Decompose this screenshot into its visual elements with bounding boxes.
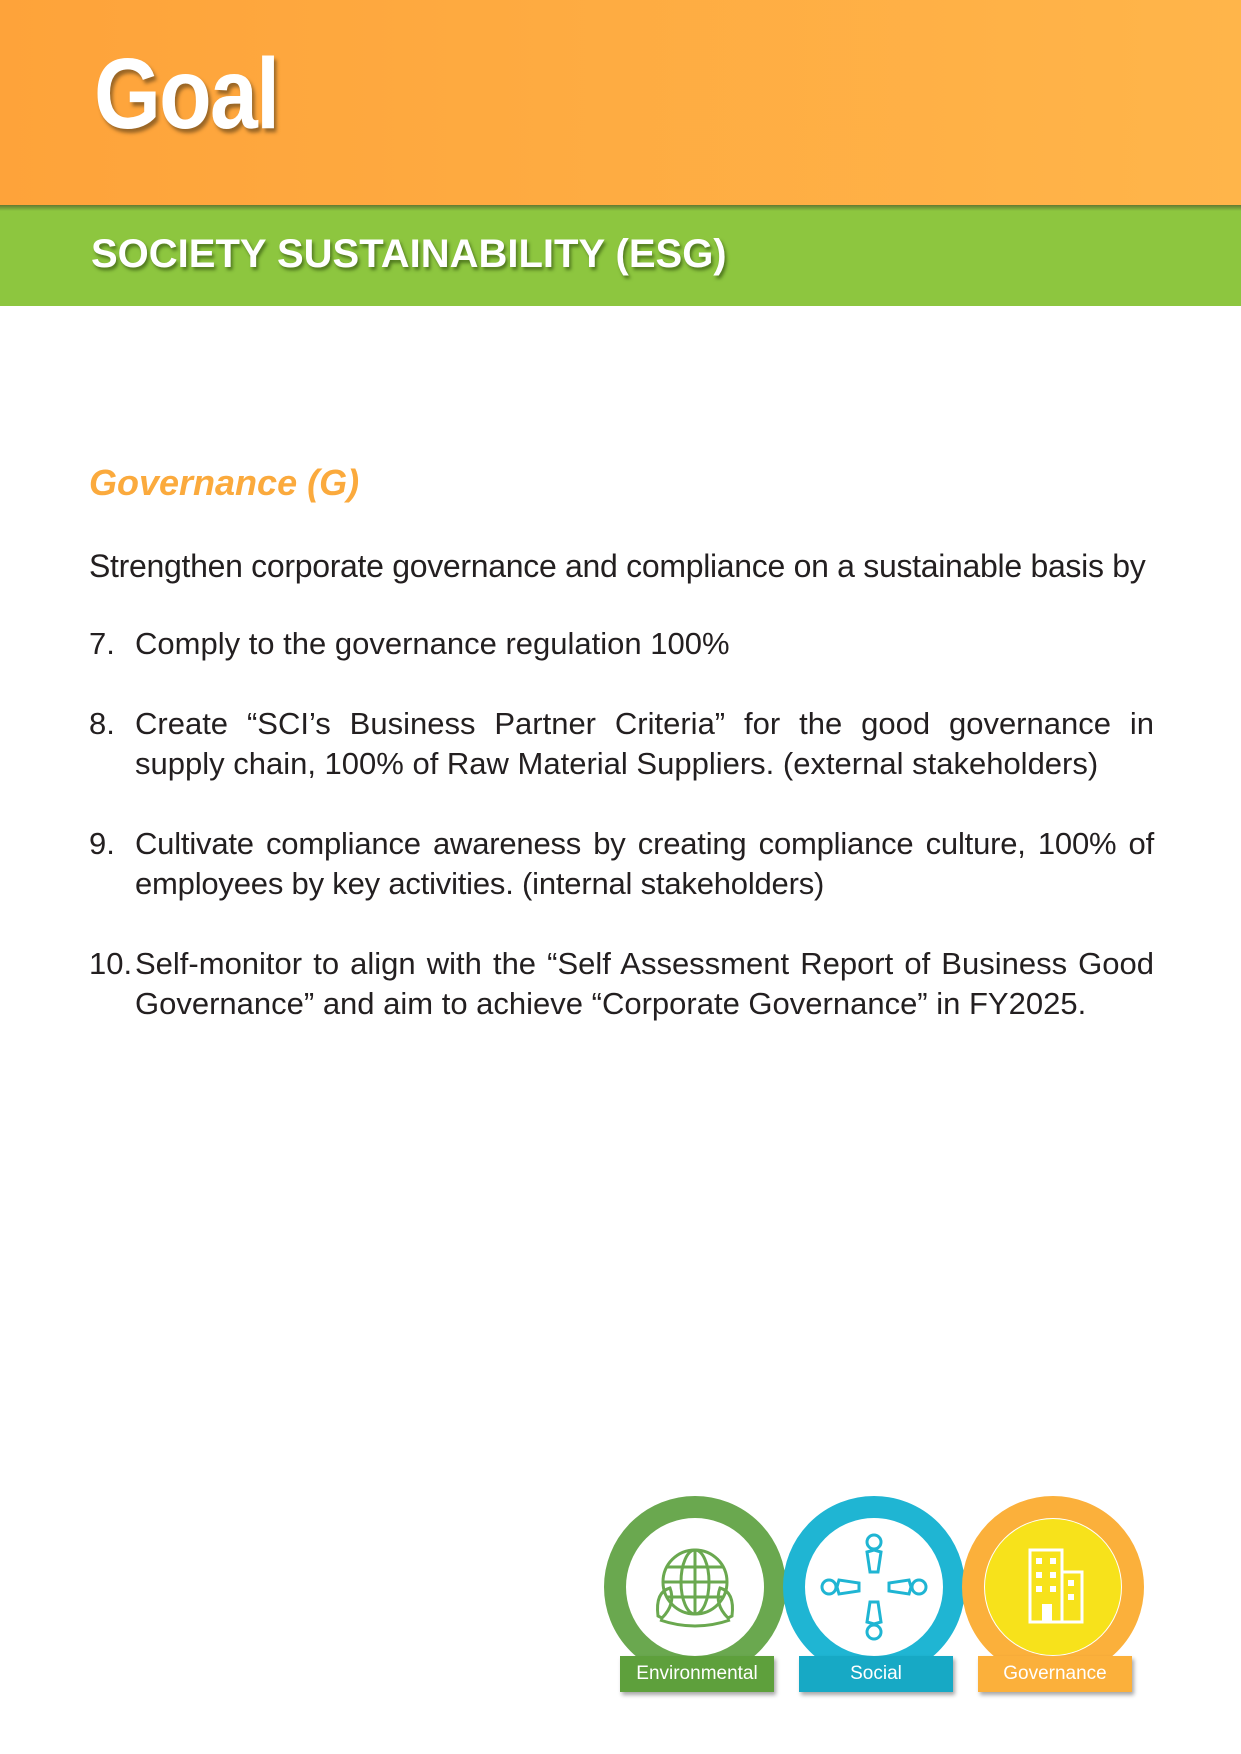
goal-item xyxy=(89,704,1154,784)
goal-number: 8. xyxy=(89,706,115,741)
section-heading: SOCIETY SUSTAINABILITY (ESG) xyxy=(91,232,727,276)
page-title: Goal xyxy=(94,38,279,150)
goal-number: 9. xyxy=(89,826,115,861)
governance-label: Governance xyxy=(978,1656,1132,1692)
environmental-label: Environmental xyxy=(620,1656,774,1692)
environmental-badge xyxy=(600,1492,800,1692)
goal-item xyxy=(89,824,1154,904)
goal-text: Cultivate compliance awareness by creating compliance culture, 100% of employees by key activities. (internal stakeholders) xyxy=(135,826,1154,901)
governance-heading: Governance (G) xyxy=(89,462,360,503)
goal-list xyxy=(89,624,1154,1064)
governance-badge xyxy=(958,1492,1158,1692)
social-badge xyxy=(779,1492,979,1692)
goal-number: 10. xyxy=(89,946,133,981)
intro-paragraph: Strengthen corporate governance and compliance on a sustainable basis by xyxy=(89,548,1146,584)
social-label: Social xyxy=(799,1656,953,1692)
goal-text: Create “SCI’s Business Partner Criteria” for the good governance in supply chain, 100% of Raw Material Suppliers. (external stakeholders) xyxy=(135,706,1154,781)
goal-number: 7. xyxy=(89,626,115,661)
esg-logo-group xyxy=(600,1492,1160,1702)
goal-item xyxy=(89,944,1154,1024)
goal-text: Comply to the governance regulation 100% xyxy=(135,626,730,661)
goal-item xyxy=(89,624,1154,664)
header-divider-shadow xyxy=(0,205,1241,211)
goal-text: Self-monitor to align with the “Self Assessment Report of Business Good Governance” and aim to achieve “Corporate Governance” in FY2025. xyxy=(135,946,1154,1021)
